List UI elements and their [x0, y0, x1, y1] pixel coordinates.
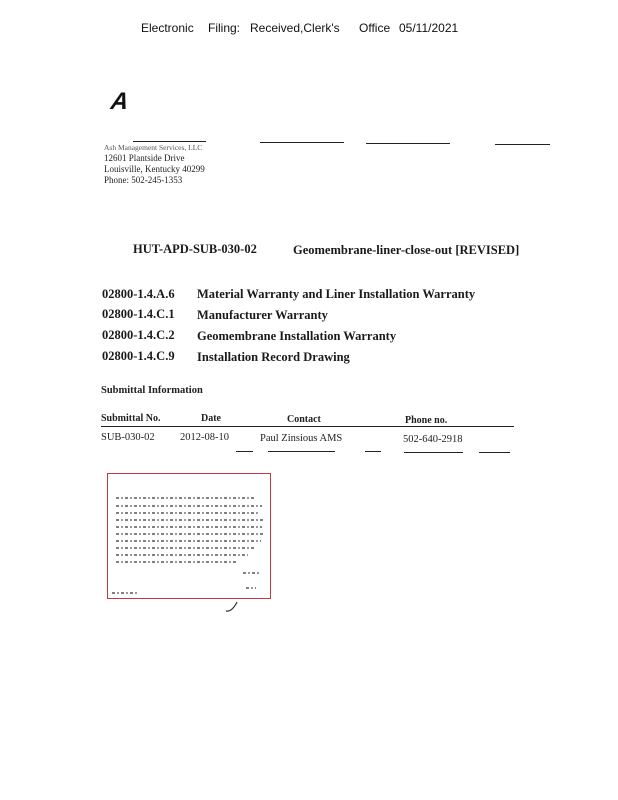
stamp-text-line: [116, 505, 262, 507]
illegible-stamp-box: [107, 473, 271, 599]
company-logo-mark: A: [109, 88, 131, 115]
spec-item-description: Manufacturer Warranty: [197, 308, 328, 322]
cell-contact: Paul Zinsious AMS: [260, 433, 343, 444]
spec-item-description: Material Warranty and Liner Installation Warranty: [197, 287, 476, 301]
table-row-rule: [268, 451, 335, 452]
stamp-text-line: [116, 497, 256, 499]
spec-item-code: 02800-1.4.A.6: [102, 287, 175, 301]
column-header-date: Date: [201, 413, 221, 424]
spec-item-description: Geomembrane Installation Warranty: [197, 329, 397, 343]
stamp-text-line: [116, 526, 262, 528]
stamp-text-line: [116, 547, 256, 549]
filing-date: 05/11/2021: [399, 21, 459, 35]
cell-submittal-no: SUB-030-02: [101, 432, 155, 443]
filing-word-filing: Filing:: [208, 21, 241, 35]
letterhead-rule: [495, 144, 550, 145]
stamp-signature-mark: [243, 572, 259, 574]
stamp-text-line: [116, 533, 264, 535]
submittal-info-heading: Submittal Information: [101, 385, 203, 396]
table-header-rule: [101, 426, 514, 427]
table-row-rule: [236, 451, 253, 452]
stamp-text-line: [116, 519, 264, 521]
spec-item-code: 02800-1.4.C.1: [102, 307, 175, 321]
table-row-rule: [404, 452, 463, 453]
stamp-signature-mark: [112, 592, 138, 594]
stamp-text-line: [116, 540, 261, 542]
submittal-code: HUT-APD-SUB-030-02: [133, 242, 257, 256]
spec-item-code: 02800-1.4.C.9: [102, 349, 175, 363]
filing-word-received: Received,Clerk's: [250, 21, 340, 35]
filing-word-electronic: Electronic: [141, 21, 194, 35]
letterhead-rule: [260, 142, 344, 143]
letterhead-rule: [366, 143, 450, 144]
stamp-text-line: [116, 512, 260, 514]
submittal-name: Geomembrane-liner-close-out [REVISED]: [293, 243, 520, 257]
stamp-text-line: [116, 554, 248, 556]
company-city: Louisville, Kentucky 40299: [104, 164, 205, 174]
stamp-signature-mark: [246, 587, 256, 589]
filing-word-office: Office: [359, 21, 391, 35]
company-street: 12601 Plantside Drive: [104, 153, 185, 163]
cell-phone: 502-640-2918: [403, 434, 463, 445]
column-header-contact: Contact: [287, 414, 321, 425]
column-header-phone: Phone no.: [405, 415, 448, 426]
spec-item-description: Installation Record Drawing: [197, 350, 350, 364]
table-row-rule: [479, 452, 510, 453]
cell-date: 2012-08-10: [180, 432, 229, 443]
pen-mark-icon: [224, 600, 240, 614]
company-name: Ash Management Services, LLC: [104, 143, 203, 152]
table-row-rule: [365, 451, 381, 452]
spec-item-code: 02800-1.4.C.2: [102, 328, 175, 342]
company-phone: Phone: 502-245-1353: [104, 175, 183, 185]
company-address: [104, 142, 205, 186]
stamp-text-line: [116, 561, 236, 563]
column-header-submittal-no: Submittal No.: [101, 413, 161, 424]
